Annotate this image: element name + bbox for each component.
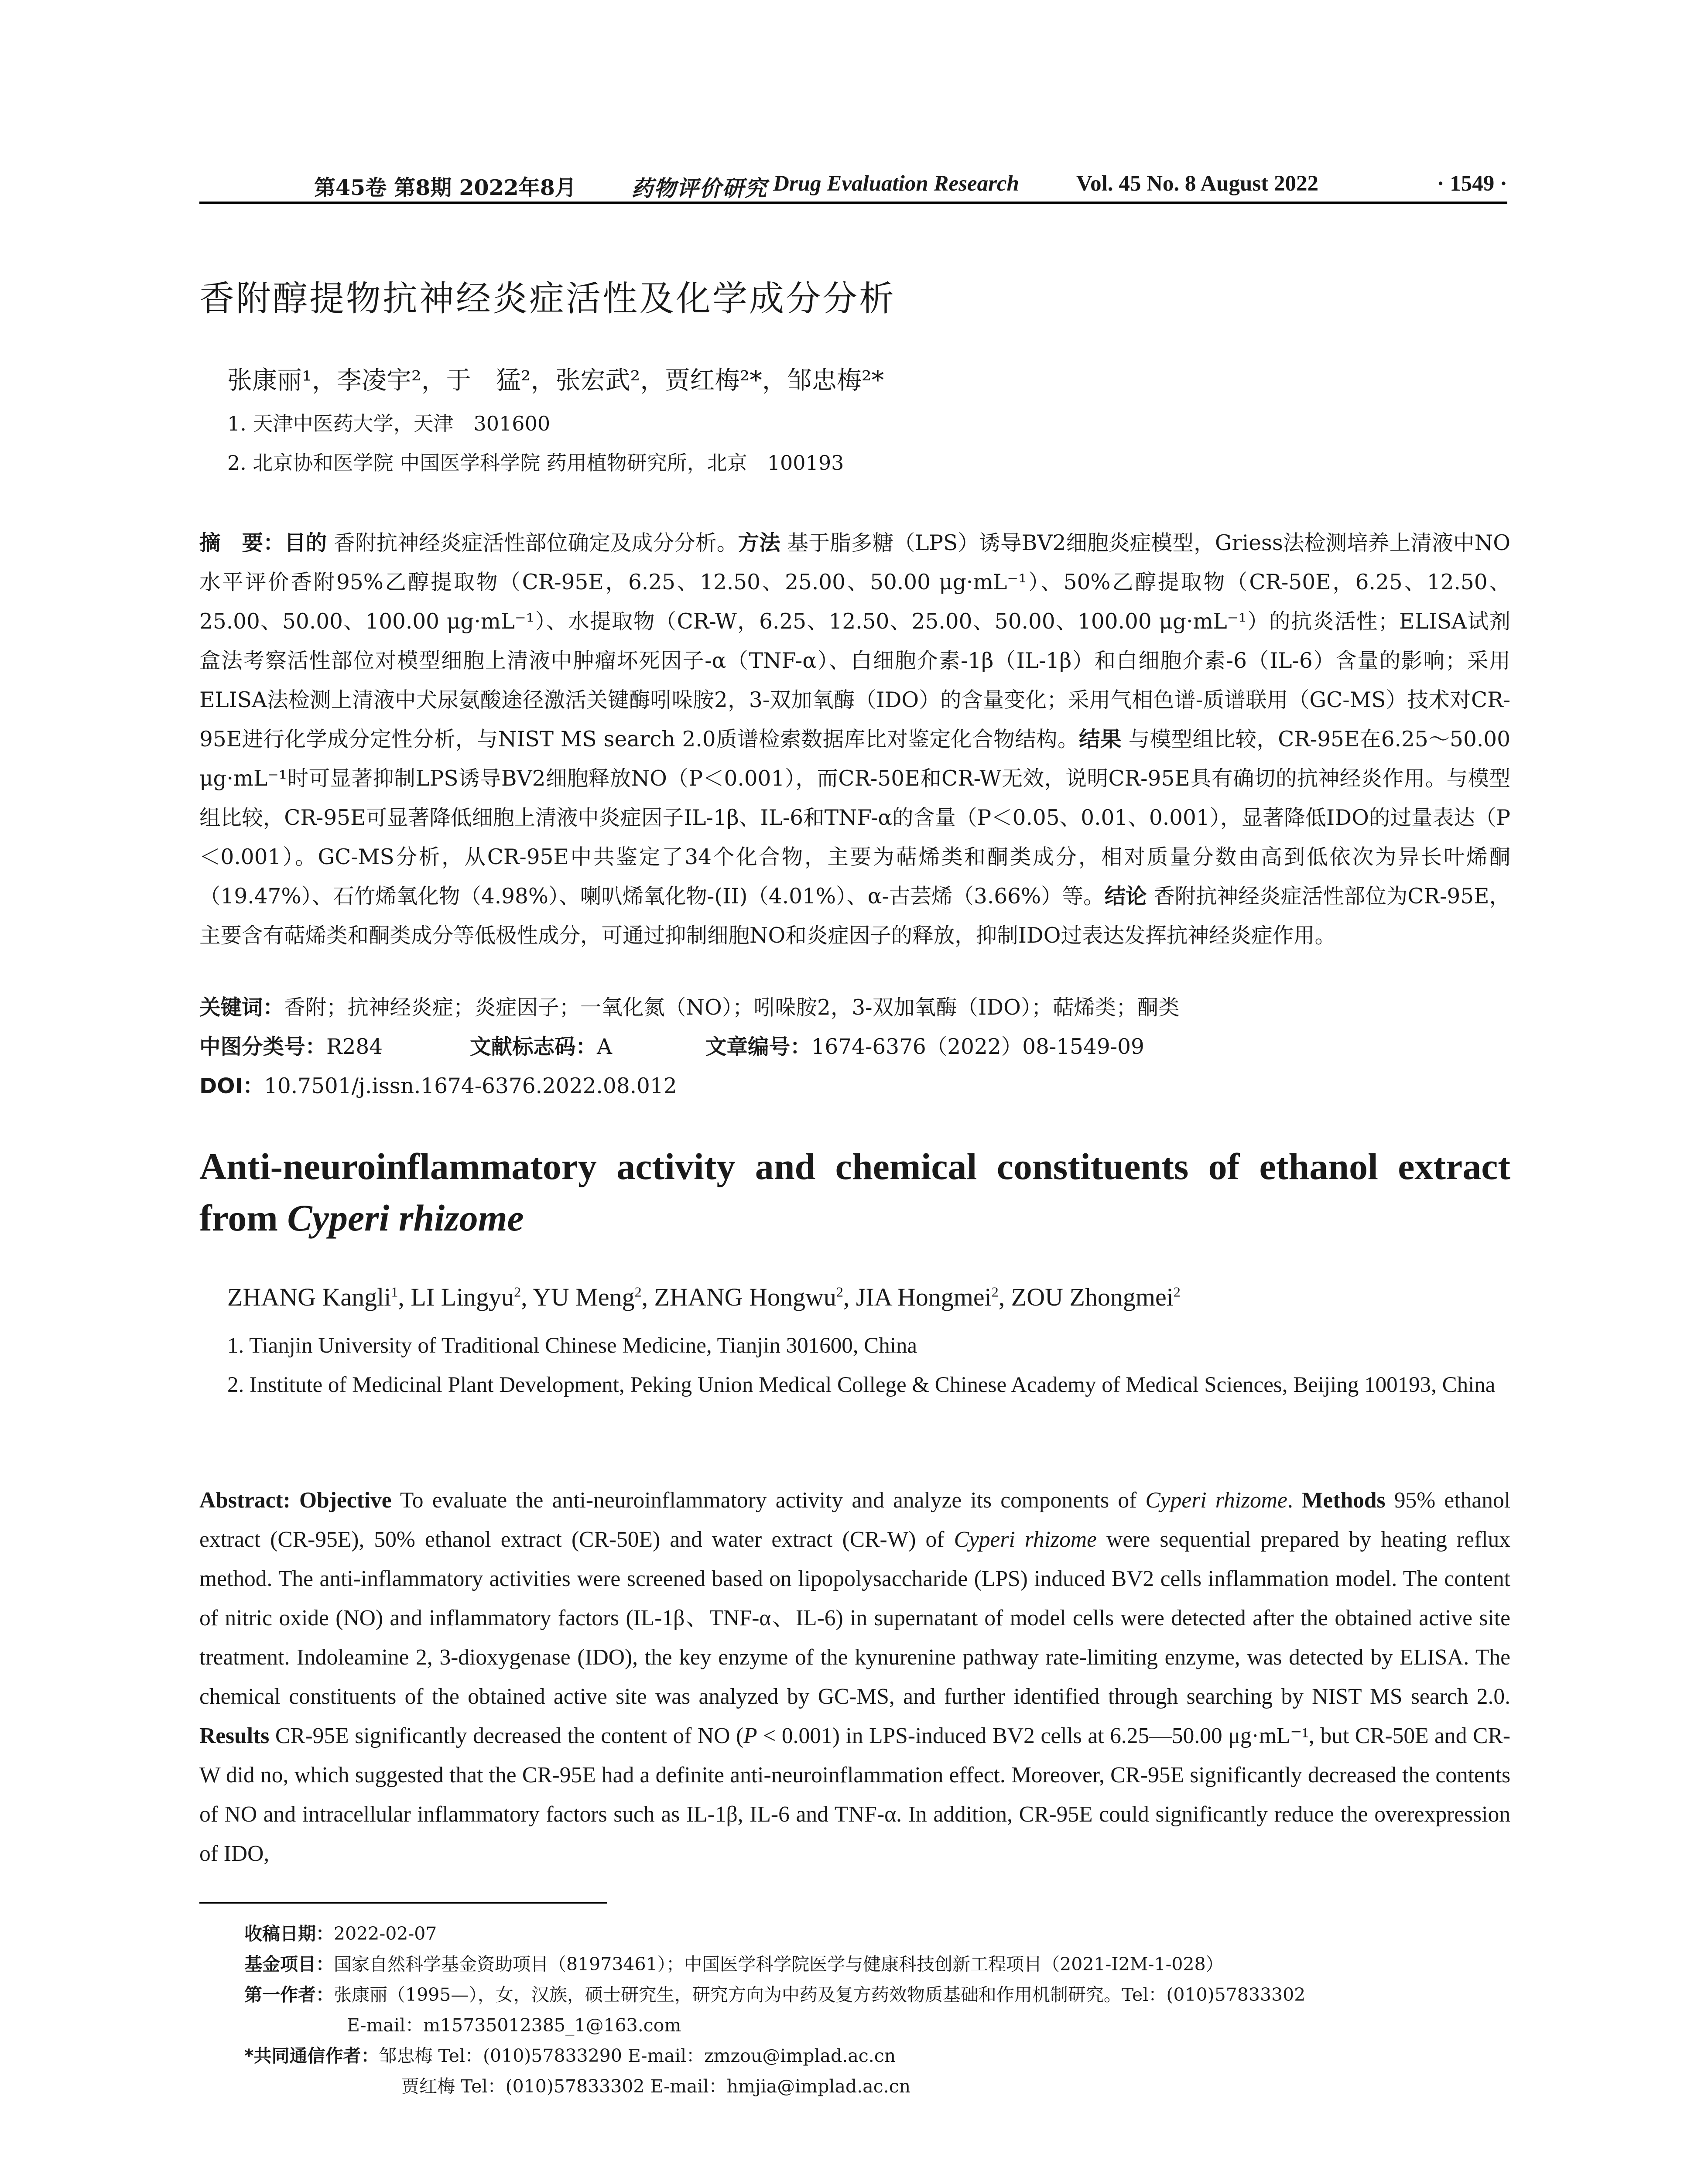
en-results-label: Results <box>199 1723 270 1748</box>
cn-conclusion-text: 香附抗神经炎症活性部位为CR-95E，主要含有萜烯类和酮类成分等低极性成分，可通过抑制细胞NO和炎症因子的释放，抑制IDO过表达发挥抗神经炎症作用。 <box>199 884 1510 948</box>
cn-keywords <box>199 990 1180 1021</box>
clc-value: R284 <box>326 1035 383 1059</box>
first-author-text: 张康丽（1995—），女，汉族，硕士研究生，研究方向为中药及复方药效物质基础和作用机制研究。Tel：(010)57833302 <box>334 1984 1306 2005</box>
cn-abstract-label: 摘 要： <box>199 531 285 555</box>
en-affiliation-1: 1. Tianjin University of Traditional Chinese Medicine, Tianjin 301600, China <box>227 1333 917 1358</box>
cn-keywords-label: 关键词： <box>199 995 284 1020</box>
en-author: ZOU Zhongmei <box>1011 1283 1174 1311</box>
running-header <box>199 166 1507 204</box>
en-species: Cyperi rhizome <box>1145 1488 1287 1513</box>
cn-issue: 第45卷 第8期 2022年8月 <box>314 175 576 200</box>
corresponding-1: 邹忠梅 Tel：(010)57833290 E-mail：zmzou@implad.ac.cn <box>379 2045 896 2066</box>
author-sup: 2 <box>836 1284 843 1300</box>
cn-result-text: 与模型组比较，CR-95E在6.25～50.00 μg·mL⁻¹时可显著抑制LPS诱导BV2细胞释放NO（P＜0.001），而CR-50E和CR-W无效，说明CR-95E具有确切的抗神经炎作用。与模型组比较，CR-95E可显著降低细胞上清液中炎症因子IL-1β、IL-6和TNF-α的含量（P＜0.05、0.01、0.001），显著降低IDO的过量表达（P＜0.001）。GC-MS分析，从CR-95E中共鉴定了34个化合物，主要为萜烯类和酮类成分，相对质量分数由高到低依次为异长叶烯酮（19.47%）、石竹烯氧化物（4.98%）、喇叭烯氧化物-(II)（4.01%）、α-古芸烯（3.66%）等。 <box>199 727 1510 909</box>
corresponding-label: *共同通信作者： <box>244 2045 379 2066</box>
en-author: JIA Hongmei <box>856 1283 992 1311</box>
en-results-text: CR-95E significantly decreased the content of NO ( <box>269 1723 744 1748</box>
cn-classification <box>199 1029 1144 1060</box>
author-sup: 1 <box>391 1284 398 1300</box>
en-author: LI Lingyu <box>411 1283 514 1311</box>
cn-authors: 张康丽¹，李凌宇²，于 猛²，张宏武²，贾红梅²*，邹忠梅²* <box>227 366 884 395</box>
en-author: YU Meng <box>533 1283 635 1311</box>
volume-en: Vol. 45 No. 8 August 2022 <box>1076 171 1318 196</box>
clc-label: 中图分类号： <box>199 1035 327 1059</box>
en-species: Cyperi rhizome <box>954 1527 1097 1552</box>
cn-affiliation-1: 1. 天津中医药大学，天津 301600 <box>227 412 551 435</box>
en-objective-label: Objective <box>299 1488 392 1513</box>
footnote-first-email[interactable]: E-mail：m15735012385_1@163.com <box>347 2015 681 2036</box>
en-abstract <box>199 1481 1510 1873</box>
en-title-main: Anti-neuroinflammatory activity and chemical constituents of ethanol extract from <box>199 1145 1510 1239</box>
en-author: ZHANG Kangli <box>227 1283 391 1311</box>
fund-label: 基金项目： <box>244 1954 334 1975</box>
cn-keywords-text: 香附；抗神经炎症；炎症因子；一氧化氮（NO）；吲哚胺2，3-双加氧酶（IDO）；萜烯类；酮类 <box>284 995 1180 1020</box>
footnote-rule <box>199 1902 607 1904</box>
journal-name-en: Drug Evaluation Research <box>773 171 1019 196</box>
en-affiliation-2: 2. Institute of Medicinal Plant Development, Peking Union Medical College & Chinese Academy of Medical Sciences, Beijing 100193, China <box>227 1373 1496 1397</box>
received-label: 收稿日期： <box>244 1923 334 1944</box>
en-results-text: < 0.001) in LPS-induced BV2 cells at 6.25—50.00 μg·mL⁻¹, but CR-50E and CR-W did no, which suggested that the CR-95E had a definite anti-neuroinflammation effect. Moreover, CR-95E significantly decreased the contents of NO and intracellular inflammatory factors such as IL-1β, IL-6 and TNF-α. In addition, CR-95E could significantly reduce the overexpression of IDO, <box>199 1723 1510 1866</box>
fund-text: 国家自然科学基金资助项目（81973461）；中国医学科学院医学与健康科技创新工程项目（2021-I2M-1-028） <box>334 1954 1224 1975</box>
footnote-first-author <box>244 1980 1305 2006</box>
footnote-corresponding-2: 贾红梅 Tel：(010)57833302 E-mail：hmjia@implad.ac.cn <box>401 2076 911 2097</box>
author-sup: 2 <box>634 1284 642 1300</box>
en-objective-text: To evaluate the anti-neuroinflammatory activity and analyze its components of <box>391 1488 1146 1513</box>
received-date: 2022-02-07 <box>334 1923 437 1944</box>
journal-logo: 药物评价研究 <box>631 175 767 201</box>
author-sup: 2 <box>1173 1284 1181 1300</box>
doi-link[interactable]: 10.7501/j.issn.1674-6376.2022.08.012 <box>264 1074 677 1098</box>
cn-title: 香附醇提物抗神经炎症活性及化学成分分析 <box>199 278 896 319</box>
page-number: · 1549 · <box>1437 171 1507 196</box>
en-author: ZHANG Hongwu <box>654 1283 836 1311</box>
first-author-label: 第一作者： <box>244 1984 334 2005</box>
author-sup: 2 <box>991 1284 999 1300</box>
en-abstract-label: Abstract: <box>199 1488 299 1513</box>
footnote-received <box>244 1919 437 1945</box>
article-no-label: 文章编号： <box>705 1035 811 1059</box>
footnote-fund <box>244 1950 1224 1976</box>
cn-conclusion-label: 结论 <box>1104 884 1147 909</box>
cn-objective-label: 目的 <box>284 531 327 555</box>
en-methods-text: 95% ethanol extract (CR-95E), 50% ethanol extract (CR-50E) and water extract (CR-W) of <box>199 1488 1510 1552</box>
cn-method-text: 基于脂多糖（LPS）诱导BV2细胞炎症模型，Griess法检测培养上清液中NO水平评价香附95%乙醇提取物（CR-95E，6.25、12.50、25.00、50.00 μg·mL⁻¹）、50%乙醇提取物（CR-50E，6.25、12.50、25.00、50.00、100.00 μg·mL⁻¹）、水提取物（CR-W，6.25、12.50、25.00、50.00、100.00 μg·mL⁻¹）的抗炎活性；ELISA试剂盒法考察活性部位对模型细胞上清液中肿瘤坏死因子-α（TNF-α）、白细胞介素-1β（IL-1β）和白细胞介素-6（IL-6）含量的影响；采用ELISA法检测上清液中犬尿氨酸途径激活关键酶吲哚胺2，3-双加氧酶（IDO）的含量变化；采用气相色谱-质谱联用（GC-MS）技术对CR-95E进行化学成分定性分析，与NIST MS search 2.0质谱检索数据库比对鉴定化合物结构。 <box>199 531 1510 752</box>
en-methods-text: were sequential prepared by heating reflux method. The anti-inflammatory activities were screened based on lipopolysaccharide (LPS) induced BV2 cells inflammation model. The content of nitric oxide (NO) and inflammatory factors (IL-1β、TNF-α、IL-6) in supernatant of model cells were detected after the obtained active site treatment. Indoleamine 2, 3-dioxygenase (IDO), the key enzyme of the kynurenine pathway rate-limiting enzyme, was detected by ELISA. The chemical constituents of the obtained active site was analyzed by GC-MS, and further identified through searching by NIST MS search 2.0. <box>199 1527 1510 1709</box>
en-methods-label: Methods <box>1301 1488 1386 1513</box>
p-value-symbol: P <box>743 1723 757 1748</box>
author-sup: 2 <box>514 1284 521 1300</box>
doc-code-value: A <box>597 1035 613 1059</box>
cn-objective-text: 香附抗神经炎症活性部位确定及成分分析。 <box>327 531 738 555</box>
en-title-species: Cyperi rhizome <box>287 1197 524 1239</box>
en-objective-end: . <box>1287 1488 1293 1513</box>
doi-label: DOI： <box>199 1074 264 1098</box>
cn-doi <box>199 1069 677 1099</box>
cn-method-label: 方法 <box>738 531 781 555</box>
article-no-value: 1674-6376（2022）08-1549-09 <box>811 1035 1144 1059</box>
en-title <box>199 1141 1510 1244</box>
doc-code-label: 文献标志码： <box>470 1035 597 1059</box>
footnote-corresponding <box>244 2041 896 2067</box>
en-authors: ZHANG Kangli$^1$, LI Lingyu$^2$, YU Meng$^2$, ZHANG Hongwu$^2$, JIA Hongmei$^2$, ZOU Zhongmei$^2$ <box>227 1283 1181 1311</box>
cn-affiliation-2: 2. 北京协和医学院 中国医学科学院 药用植物研究所，北京 100193 <box>227 451 844 475</box>
cn-abstract <box>199 523 1510 955</box>
cn-result-label: 结果 <box>1078 727 1122 752</box>
